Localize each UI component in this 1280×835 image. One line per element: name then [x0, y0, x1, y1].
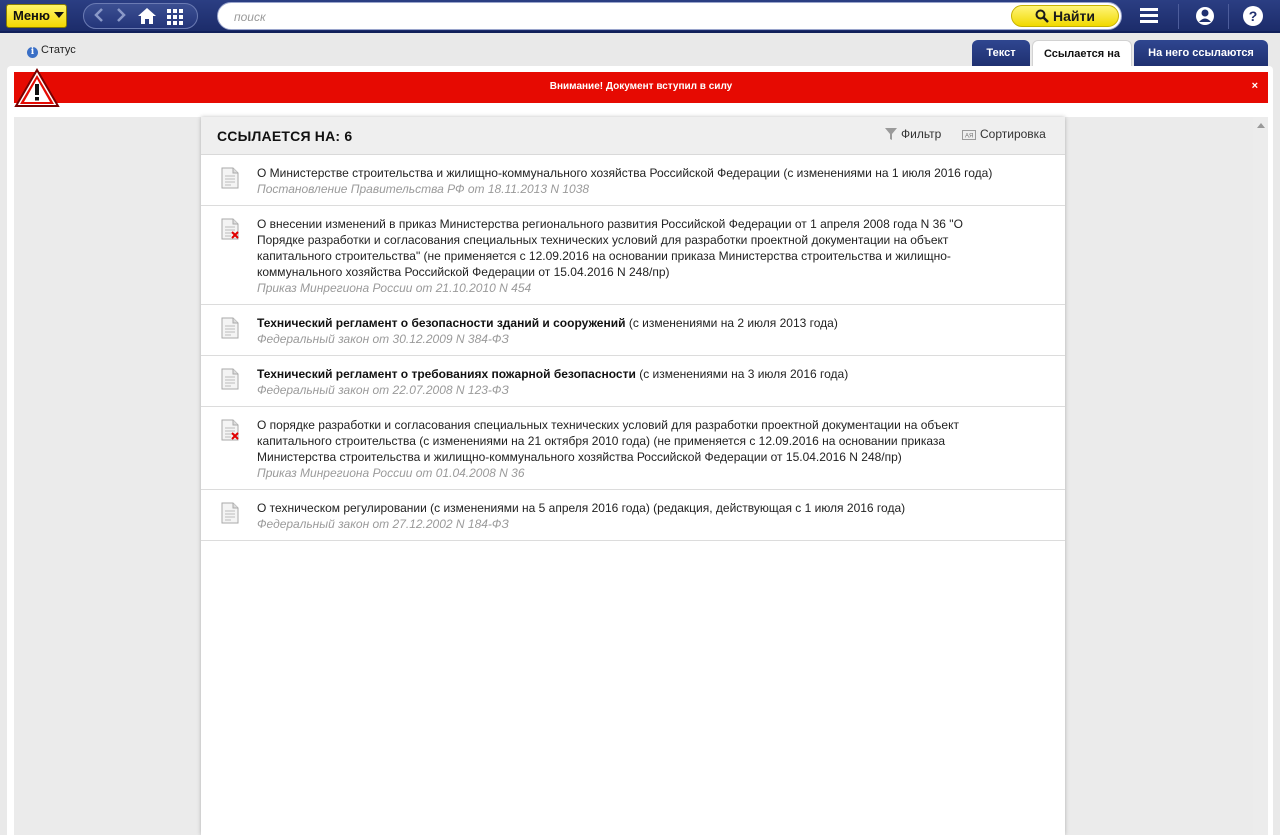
reference-text: [257, 165, 1017, 197]
document-invalid-icon: [221, 419, 239, 441]
status-label: Статус: [41, 44, 76, 56]
reference-item[interactable]: [201, 490, 1065, 541]
filter-button[interactable]: [885, 127, 941, 141]
navigation-group: [83, 3, 198, 29]
vertical-scrollbar[interactable]: [1253, 117, 1268, 835]
tab-text-label: Текст: [986, 47, 1016, 59]
reference-title-line: О техническом регулировании (с изменениями на 5 апреля 2016 года) (редакция, действующая с 1 июля 2016 года): [257, 501, 906, 515]
reference-title-line: капитального строительства" (не применяется с 12.09.2016 на основании приказа Министерства строительства и жилищно-: [257, 249, 951, 263]
reference-source: Федеральный закон от 22.07.2008 N 123-ФЗ: [257, 383, 509, 397]
alert-close-button[interactable]: ×: [1251, 80, 1258, 92]
menu-button-label: Меню: [13, 8, 51, 23]
apps-button[interactable]: [164, 4, 186, 28]
reference-source: Федеральный закон от 30.12.2009 N 384-ФЗ: [257, 332, 509, 346]
svg-text:?: ?: [1248, 8, 1258, 24]
alert-banner: [14, 72, 1268, 103]
reference-title-line: О внесении изменений в приказ Министерства регионального развития Российской Федерации от 1 апреля 2008 года N 36 "О: [257, 217, 963, 231]
toolbar-divider: [1178, 4, 1179, 29]
sort-button[interactable]: [962, 127, 1046, 141]
top-toolbar: [0, 0, 1280, 33]
tab-text[interactable]: [972, 40, 1030, 67]
reference-title-rest: (с изменениями на 2 июля 2013 года): [625, 316, 838, 330]
reference-title-line: О порядке разработки и согласования специальных технических условий для разработки проектной документации на объект: [257, 418, 959, 432]
reference-title-rest: (с изменениями на 3 июля 2016 года): [635, 367, 849, 381]
reference-item[interactable]: [201, 155, 1065, 206]
home-icon: [138, 8, 156, 24]
reference-title-line: Министерства строительства и жилищно-коммунального хозяйства Российской Федерации от 15.04.2016 N 248/пр): [257, 450, 902, 464]
panel-title: ССЫЛАЕТСЯ НА: 6: [217, 128, 353, 144]
sort-label: Сортировка: [980, 127, 1046, 141]
reference-title-bold: Технический регламент о безопасности зданий и сооружений: [257, 316, 626, 330]
document-icon: [221, 502, 239, 524]
warning-icon: [14, 68, 60, 108]
grid-icon: [167, 9, 183, 23]
reference-text: [257, 500, 1017, 532]
scroll-up-arrow-icon[interactable]: [1257, 123, 1265, 128]
toolbar-divider: [1228, 4, 1229, 29]
find-button[interactable]: [1011, 5, 1119, 27]
svg-text:АЯ: АЯ: [965, 133, 974, 140]
info-icon: i: [27, 47, 38, 58]
reference-text: [257, 366, 1017, 398]
find-button-label: Найти: [1053, 8, 1095, 24]
caret-down-icon: [54, 12, 64, 18]
document-icon: [221, 368, 239, 390]
alert-text: Внимание! Документ вступил в силу: [549, 81, 733, 92]
reference-item[interactable]: [201, 305, 1065, 356]
reference-text: [257, 315, 1017, 347]
filter-icon: [885, 127, 897, 141]
reference-title-line: Порядке разработки и согласования специальных технических условий для разработки проектной документации на объект: [257, 233, 949, 247]
reference-item[interactable]: [201, 206, 1065, 305]
reference-source: Федеральный закон от 27.12.2002 N 184-ФЗ: [257, 517, 509, 531]
reference-item[interactable]: [201, 407, 1065, 490]
magnifier-icon: [1035, 9, 1049, 23]
tab-referenced-by-label: На него ссылаются: [1148, 47, 1254, 59]
reference-title-line: О Министерстве строительства и жилищно-коммунального хозяйства Российской Федерации (с изменениями на 1 июля 2016 года): [257, 166, 993, 180]
status-link[interactable]: [27, 44, 76, 58]
user-profile-button[interactable]: [1190, 3, 1220, 29]
forward-button[interactable]: [112, 4, 130, 28]
user-icon: [1190, 3, 1220, 29]
reference-source: Приказ Минрегиона России от 21.10.2010 N 454: [257, 281, 532, 295]
tab-referenced-by[interactable]: [1134, 40, 1268, 67]
sort-icon: [962, 129, 976, 141]
home-button[interactable]: [136, 4, 158, 28]
document-icon: [221, 167, 239, 189]
search-box: [217, 2, 1122, 30]
reference-title: [257, 366, 1017, 382]
search-input[interactable]: [234, 7, 994, 27]
hamburger-menu-button[interactable]: [1134, 3, 1164, 29]
back-button[interactable]: [90, 4, 108, 28]
reference-title-line: коммунального хозяйства Российской Федерации от 15.04.2016 N 248/пр): [257, 265, 670, 279]
help-button[interactable]: [1238, 3, 1268, 29]
menu-button[interactable]: [6, 4, 67, 28]
filter-label: Фильтр: [901, 127, 942, 141]
reference-text: [257, 417, 1017, 481]
tab-references-label: Ссылается на: [1044, 48, 1120, 60]
chevron-right-icon: [115, 4, 127, 26]
reference-text: [257, 216, 1017, 296]
reference-item[interactable]: [201, 356, 1065, 407]
chevron-left-icon: [93, 4, 105, 26]
references-panel: [201, 117, 1065, 835]
document-icon: [221, 317, 239, 339]
reference-title-bold: Технический регламент о требованиях пожарной безопасности: [257, 367, 636, 381]
tab-references[interactable]: [1032, 40, 1132, 67]
reference-source: Постановление Правительства РФ от 18.11.2013 N 1038: [257, 182, 590, 196]
reference-title-line: капитального строительства (с изменениями на 21 октября 2010 года) (не применяется с 12.09.2016 на основании приказа: [257, 434, 946, 448]
question-icon: [1238, 3, 1268, 29]
reference-title: [257, 315, 1017, 331]
panel-header: [201, 117, 1065, 155]
reference-source: Приказ Минрегиона России от 01.04.2008 N 36: [257, 466, 525, 480]
document-invalid-icon: [221, 218, 239, 240]
